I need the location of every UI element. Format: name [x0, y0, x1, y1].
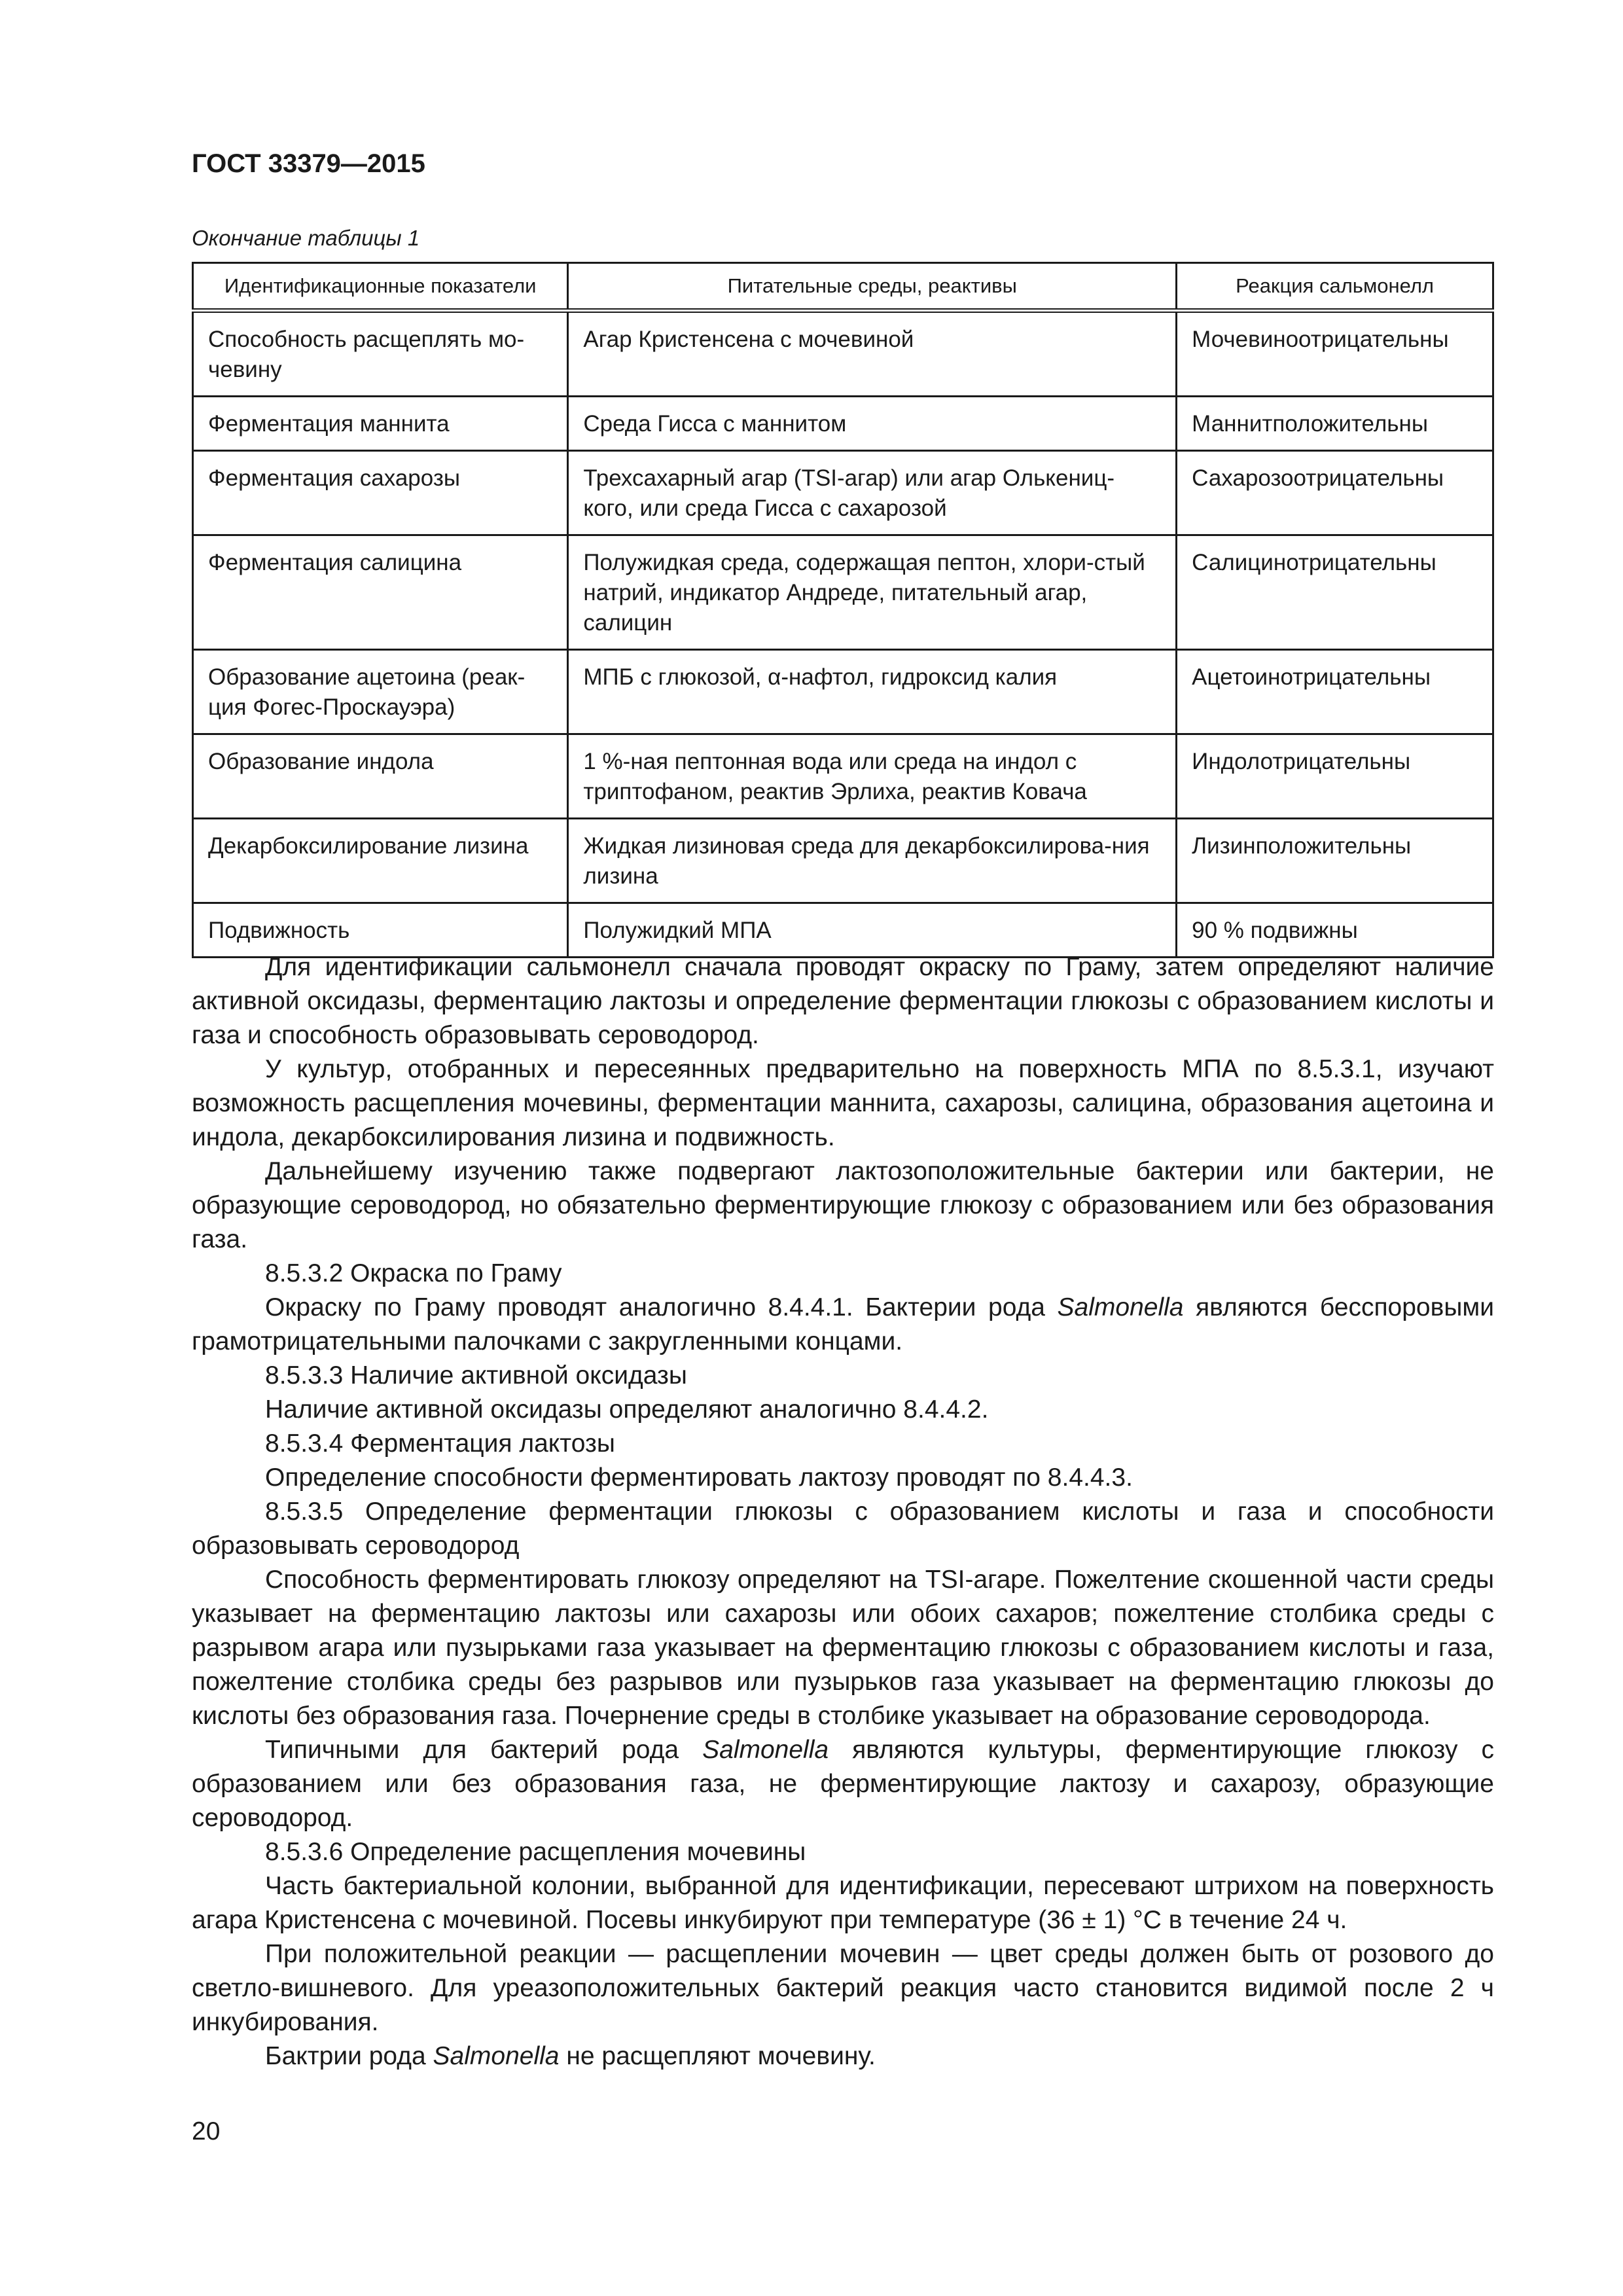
text-run: являются бесспоровыми грамотрицательными палочками с закругленными концами. [192, 1293, 1494, 1355]
medium-cell: Трехсахарный агар (TSI-агар) или агар Олькениц-кого, или среда Гисса с сахарозой [568, 451, 1177, 535]
reaction-cell: Индолотрицательны [1177, 734, 1493, 819]
reaction-cell: Лизинположительны [1177, 819, 1493, 903]
reaction-cell: Ацетоинотрицательны [1177, 650, 1493, 734]
medium-cell: 1 %-ная пептонная вода или среда на индол с триптофаном, реактив Эрлиха, реактив Ковача [568, 734, 1177, 819]
text-run: Бактрии рода [265, 2042, 433, 2070]
table-row [193, 535, 1493, 650]
genus-name: Salmonella [702, 1736, 829, 1764]
indicator-cell: Ферментация маннита [193, 397, 568, 451]
identification-table [192, 262, 1494, 958]
medium-cell: Среда Гисса с маннитом [568, 397, 1177, 451]
indicator-cell: Подвижность [193, 903, 568, 958]
reaction-cell: Мочевиноотрицательны [1177, 311, 1493, 397]
section-heading: 8.5.3.6 Определение расщепления мочевины [265, 1838, 806, 1866]
column-header-indicators: Идентификационные показатели [193, 263, 568, 311]
table-row [193, 451, 1493, 535]
medium-cell: Жидкая лизиновая среда для декарбоксилирова-ния лизина [568, 819, 1177, 903]
table-row [193, 734, 1493, 819]
indicator-cell: Образование индола [193, 734, 568, 819]
paragraph: У культур, отобранных и пересеянных предварительно на поверхность МПА по 8.5.3.1, изучают возможность расщепления мочевины, ферментации маннита, сахарозы, салицина, образования ацетоина и индола, декарбоксилирования лизина и подвижность. [192, 1055, 1494, 1151]
table-row [193, 903, 1493, 958]
reaction-cell: Маннитположительны [1177, 397, 1493, 451]
genus-name: Salmonella [1057, 1293, 1184, 1321]
paragraph: Наличие активной оксидазы определяют аналогично 8.4.4.2. [265, 1395, 989, 1424]
column-header-media: Питательные среды, реактивы [568, 263, 1177, 311]
table-header-row [193, 263, 1493, 311]
document-header: ГОСТ 33379—2015 [192, 149, 425, 178]
indicator-cell: Способность расщеплять мо-чевину [193, 311, 568, 397]
column-header-reaction: Реакция сальмонелл [1177, 263, 1493, 311]
body-text [192, 950, 1494, 2073]
genus-name: Salmonella [433, 2042, 560, 2070]
reaction-cell: 90 % подвижны [1177, 903, 1493, 958]
table-row [193, 311, 1493, 397]
paragraph: Способность ферментировать глюкозу определяют на TSI-агаре. Пожелтение скошенной части среды указывает на ферментацию лактозы или сахарозы или обоих сахаров; пожелтение столбика среды с разрывом агара или пузырьками газа указывает на ферментацию глюкозы с образованием кислоты и газа, пожелтение столбика среды без разрывов или пузырьков газа указывает на ферментацию глюкозы до кислоты без образования газа. Почернение среды в столбике указывает на образование сероводорода. [192, 1566, 1494, 1730]
paragraph: При положительной реакции — расщеплении мочевин — цвет среды должен быть от розового до светло-вишневого. Для уреазоположительных бактерий реакция часто становится видимой после 2 ч инкубирования. [192, 1940, 1494, 2036]
table-caption: Окончание таблицы 1 [192, 226, 420, 250]
reaction-cell: Сахарозоотрицательны [1177, 451, 1493, 535]
section-heading: 8.5.3.4 Ферментация лактозы [265, 1429, 615, 1458]
table-row [193, 650, 1493, 734]
indicator-cell: Ферментация сахарозы [193, 451, 568, 535]
text-run: Типичными для бактерий рода [265, 1736, 703, 1764]
paragraph: Определение способности ферментировать лактозу проводят по 8.4.4.3. [265, 1463, 1133, 1492]
paragraph [192, 1733, 1494, 1835]
text-run: являются культуры, ферментирующие глюкозу с образованием или без образования газа, не ферментирующие лактозу и сахарозу, образующие сероводород. [192, 1736, 1495, 1832]
section-heading: 8.5.3.3 Наличие активной оксидазы [265, 1361, 687, 1390]
paragraph [192, 1291, 1494, 1359]
page-number: 20 [192, 2117, 221, 2145]
table-row [193, 819, 1493, 903]
medium-cell: Полужидкий МПА [568, 903, 1177, 958]
indicator-cell: Декарбоксилирование лизина [193, 819, 568, 903]
paragraph: Дальнейшему изучению также подвергают лактозоположительные бактерии или бактерии, не образующие сероводород, но обязательно ферментирующие глюкозу с образованием или без образования газа. [192, 1157, 1494, 1253]
reaction-cell: Салицинотрицательны [1177, 535, 1493, 650]
indicator-cell: Ферментация салицина [193, 535, 568, 650]
table-row [193, 397, 1493, 451]
paragraph: Для идентификации сальмонелл сначала проводят окраску по Граму, затем определяют наличие активной оксидазы, ферментацию лактозы и определение ферментации глюкозы с образованием кислоты и газа и способность образовывать сероводород. [192, 953, 1494, 1049]
section-heading: 8.5.3.5 Определение ферментации глюкозы с образованием кислоты и газа и способности образовывать сероводород [192, 1498, 1494, 1560]
section-heading: 8.5.3.2 Окраска по Граму [265, 1259, 562, 1287]
text-run: Окраску по Граму проводят аналогично 8.4.4.1. Бактерии рода [265, 1293, 1058, 1321]
medium-cell: МПБ с глюкозой, α-нафтол, гидроксид калия [568, 650, 1177, 734]
medium-cell: Полужидкая среда, содержащая пептон, хлори-стый натрий, индикатор Андреде, питательный агар, салицин [568, 535, 1177, 650]
indicator-cell: Образование ацетоина (реак-ция Фогес-Проскауэра) [193, 650, 568, 734]
text-run: не расщепляют мочевину. [559, 2042, 876, 2070]
medium-cell: Агар Кристенсена с мочевиной [568, 311, 1177, 397]
paragraph: Часть бактериальной колонии, выбранной для идентификации, пересевают штрихом на поверхность агара Кристенсена с мочевиной. Посевы инкубируют при температуре (36 ± 1) °С в течение 24 ч. [192, 1872, 1494, 1934]
paragraph [192, 2039, 1494, 2073]
